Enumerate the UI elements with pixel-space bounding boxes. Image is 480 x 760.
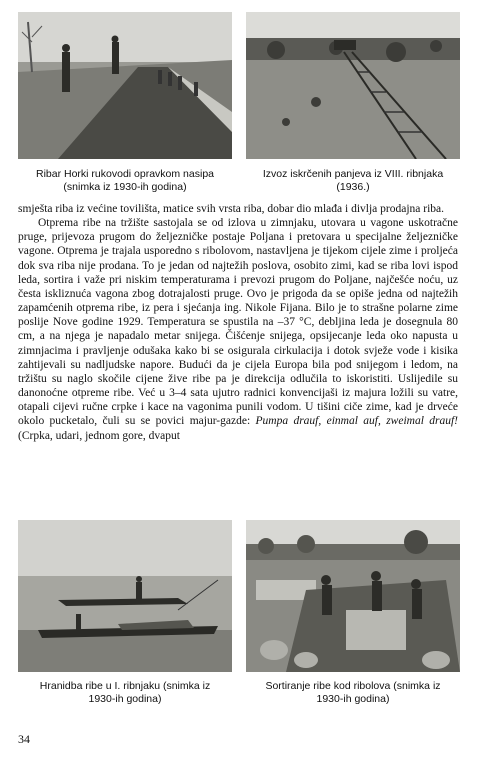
caption-embankment-repair: Ribar Horki rukovodi opravkom nasipa (snimka iz 1930-ih godina) [36, 168, 214, 193]
caption-stump-removal: Izvoz iskrčenih panjeva iz VIII. ribnjaka (1936.) [262, 168, 444, 193]
photo-fish-sorting [246, 520, 460, 672]
paragraph-2 [18, 216, 458, 443]
photo-stump-removal [246, 12, 460, 159]
paragraph-1: smješta riba iz većine tovilišta, matice svih vrsta riba, dobar dio mlađa i divlja prodajna riba. [18, 203, 445, 215]
quote-text: Pumpa drauf, einmal auf, zweimal drauf! [255, 415, 458, 428]
photo-embankment-repair [18, 12, 232, 159]
caption-fish-feeding: Hranidba ribe u I. ribnjaku (snimka iz 1930-ih godina) [39, 680, 211, 705]
photo-fish-feeding [18, 520, 232, 672]
caption-fish-sorting: Sortiranje ribe kod ribolova (snimka iz 1930-ih godina) [265, 680, 441, 705]
paragraph-2-end: (Crpka, udari, jednom gore, dvaput [18, 429, 180, 442]
body-text [18, 202, 458, 443]
page-number: 34 [18, 732, 30, 746]
paragraph-2-text: Otprema ribe na tržište sastojala se od izlova u zimnjaku, utovara u vagone uskotračne pruge, prijevoza prugom do željezničke postaje Poljana i pretovara u specijalne željezničke vagone. Otprema je trajala usporedno s ribolovom, nastavljena je tijekom cijele zime i proljeća dok sva riba nije prodana. To je jedan od najtežih poslova, osobito zimi, kad se riba lovi ispod leda, sortira i važe pri niskim temperaturama i prevozi prugom do Poljane, najčešće noću, uz česta iskliznuća vagona zbog dotrajalosti pruge. Ovo je prigoda da se opiše jedna od najtežih zapamćenih otprema ribe, iz pera i sjećanja ing. Nikole Fijana. Bilo je to strašne polarne zime poslije Nove godine 1929. Temperatura se spustila na –37 °C, debljina leda je dosegnula 80 cm, a na njega je napadalo metar snijega. Čišćenje snijega, opsijecanje leda oko napusta u zimnjacima i pravljenje odušaka kako bi se osigurala cirkulacija i dotok svježe vode i kisika zahtijevali su nadljudske napore. Budući da je cijela Europa bila pod snijegom i ledom, na tržištu su naglo skočile cijene žive ribe pa je direkcija odlučila to iskoristiti. Uslijedile su danonoćne otpreme ribe. Već u 3–4 sata ujutro radnici konvencijaši iz majura ložili su vatre, otapali cijevi ručne crpke i kace na vagonima punili vodom. U tišini ciče zime, kad je drveće okolo pucketalo, čuli su se povici majur-gazde: [18, 217, 458, 428]
